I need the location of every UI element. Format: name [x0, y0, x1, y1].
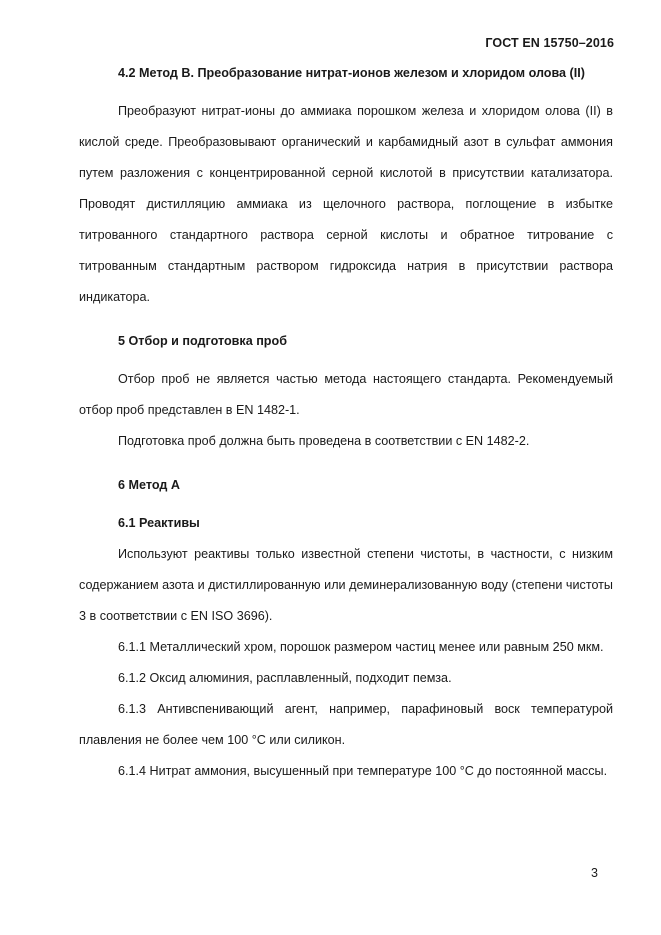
- section-6-1-paragraph: Используют реактивы только известной степени чистоты, в частности, с низким содержанием азота и дистиллированную или деминерализованную воду (степени чистоты 3 в соответствии с EN ISO 3696).: [79, 547, 613, 623]
- section-5-paragraph-1: Отбор проб не является частью метода настоящего стандарта. Рекомендуемый отбор проб представлен в EN 1482-1.: [79, 372, 613, 417]
- item-6-1-3: 6.1.3 Антивспенивающий агент, например, парафиновый воск температурой плавления не более чем 100 °С или силикон.: [79, 702, 613, 747]
- section-5-heading: 5 Отбор и подготовка проб: [118, 334, 287, 348]
- document-body: [79, 58, 613, 787]
- page-number: 3: [591, 866, 598, 880]
- section-5-paragraph-2: Подготовка проб должна быть проведена в соответствии с EN 1482-2.: [118, 434, 530, 448]
- section-4-2-heading: 4.2 Метод В. Преобразование нитрат-ионов железом и хлоридом олова (II): [118, 66, 585, 80]
- item-6-1-2: 6.1.2 Оксид алюминия, расплавленный, подходит пемза.: [118, 671, 452, 685]
- document-id-header: ГОСТ EN 15750–2016: [485, 36, 614, 50]
- item-6-1-4: 6.1.4 Нитрат аммония, высушенный при температуре 100 °С до постоянной массы.: [118, 764, 608, 778]
- section-6-heading: 6 Метод А: [118, 478, 180, 492]
- section-4-2-paragraph: Преобразуют нитрат-ионы до аммиака порошком железа и хлоридом олова (II) в кислой среде. Преобразовывают органический и карбамидный азот в сульфат аммония путем разложения с концентрированной серной кислотой в присутствии катализатора. Проводят дистилляцию аммиака из щелочного раствора, поглощение в избытке титрованного стандартного раствора серной кислоты и обратное титрование с титрованным стандартным раствором гидроксида натрия в присутствии раствора индикатора.: [79, 104, 613, 304]
- item-6-1-1: 6.1.1 Металлический хром, порошок размером частиц менее или равным 250 мкм.: [118, 640, 604, 654]
- section-6-1-heading: 6.1 Реактивы: [118, 516, 200, 530]
